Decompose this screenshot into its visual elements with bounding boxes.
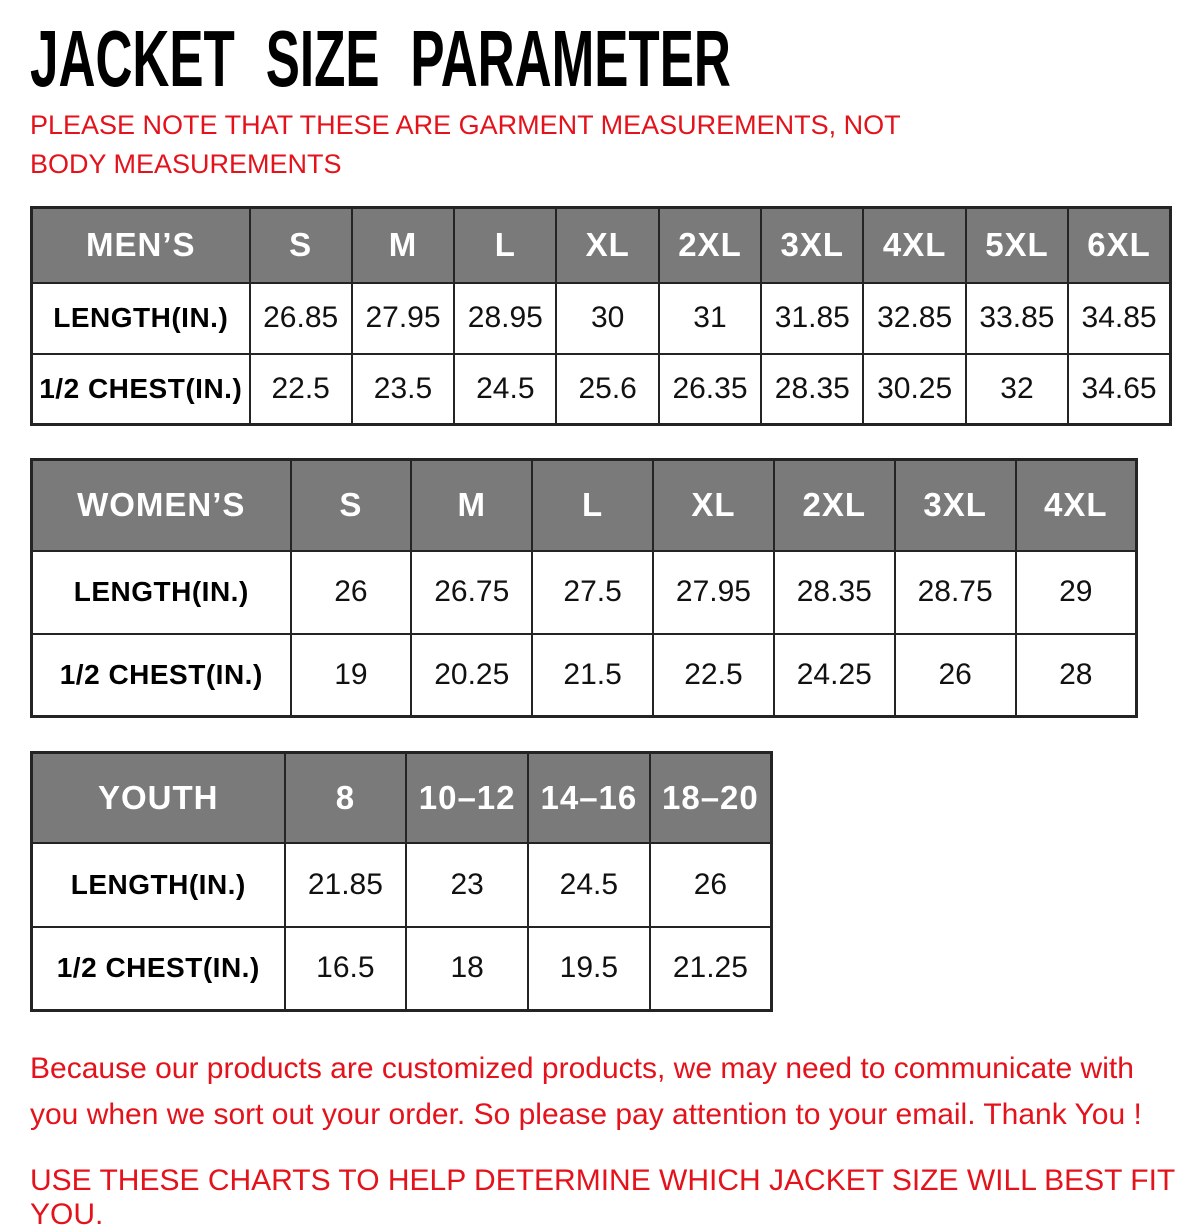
size-header-cell: 18–20	[650, 753, 772, 843]
womens-table-title-cell: WOMEN’S	[32, 460, 291, 551]
row-label-cell: 1/2 CHEST(IN.)	[32, 634, 291, 717]
page-title	[30, 14, 1180, 103]
size-header-cell: S	[291, 460, 412, 551]
size-header-cell: 6XL	[1068, 208, 1170, 283]
size-value-cell: 28.35	[774, 551, 895, 634]
chart-usage-note: USE THESE CHARTS TO HELP DETERMINE WHICH JACKET SIZE WILL BEST FIT YOU.	[30, 1164, 1175, 1231]
size-value-cell: 30	[556, 283, 658, 354]
size-value-cell: 26.85	[250, 283, 352, 354]
size-header-cell: 4XL	[1016, 460, 1137, 551]
size-value-cell: 27.95	[352, 283, 454, 354]
size-value-cell: 26	[895, 634, 1016, 717]
row-label-cell: LENGTH(IN.)	[32, 283, 250, 354]
row-label-cell: 1/2 CHEST(IN.)	[32, 354, 250, 425]
size-value-cell: 21.25	[650, 927, 772, 1011]
size-value-cell: 24.5	[454, 354, 556, 425]
size-value-cell: 19.5	[528, 927, 650, 1011]
size-value-cell: 27.5	[532, 551, 653, 634]
size-value-cell: 32	[966, 354, 1068, 425]
size-header-cell: 3XL	[895, 460, 1016, 551]
size-header-cell: M	[411, 460, 532, 551]
size-header-cell: 2XL	[774, 460, 895, 551]
size-value-cell: 22.5	[250, 354, 352, 425]
size-value-cell: 19	[291, 634, 412, 717]
row-label-cell: LENGTH(IN.)	[32, 551, 291, 634]
size-value-cell: 33.85	[966, 283, 1068, 354]
size-header-cell: L	[454, 208, 556, 283]
size-header-cell: S	[250, 208, 352, 283]
table-row	[32, 283, 1171, 354]
youth-size-table	[30, 751, 773, 1012]
table-row	[32, 843, 772, 927]
size-value-cell: 21.5	[532, 634, 653, 717]
womens-size-table	[30, 458, 1138, 718]
mens-table-title-cell: MEN’S	[32, 208, 250, 283]
size-value-cell: 26	[291, 551, 412, 634]
row-label-cell: 1/2 CHEST(IN.)	[32, 927, 285, 1011]
size-value-cell: 29	[1016, 551, 1137, 634]
size-header-cell: XL	[653, 460, 774, 551]
size-value-cell: 34.65	[1068, 354, 1170, 425]
page-title-text: JACKET SIZE PARAMETER	[30, 14, 731, 103]
table-row	[32, 354, 1171, 425]
size-value-cell: 23	[406, 843, 528, 927]
table-header-row	[32, 460, 1137, 551]
size-value-cell: 28.95	[454, 283, 556, 354]
size-value-cell: 26.35	[659, 354, 761, 425]
table-header-row	[32, 208, 1171, 283]
customization-notice: Because our products are customized products, we may need to communicate with you when we sort out your order. So please pay attention to your email. Thank You !	[30, 1052, 1142, 1131]
youth-table-title-cell: YOUTH	[32, 753, 285, 843]
table-row	[32, 551, 1137, 634]
size-header-cell: 14–16	[528, 753, 650, 843]
size-value-cell: 28.75	[895, 551, 1016, 634]
size-value-cell: 28.35	[761, 354, 863, 425]
size-value-cell: 31	[659, 283, 761, 354]
size-header-cell: L	[532, 460, 653, 551]
row-label-cell: LENGTH(IN.)	[32, 843, 285, 927]
size-value-cell: 20.25	[411, 634, 532, 717]
size-header-cell: M	[352, 208, 454, 283]
table-header-row	[32, 753, 772, 843]
size-value-cell: 26.75	[411, 551, 532, 634]
size-header-cell: 2XL	[659, 208, 761, 283]
size-value-cell: 22.5	[653, 634, 774, 717]
table-row	[32, 927, 772, 1011]
size-value-cell: 18	[406, 927, 528, 1011]
size-value-cell: 30.25	[863, 354, 965, 425]
table-row	[32, 634, 1137, 717]
size-value-cell: 34.85	[1068, 283, 1170, 354]
size-header-cell: 8	[285, 753, 407, 843]
size-header-cell: 5XL	[966, 208, 1068, 283]
size-value-cell: 24.5	[528, 843, 650, 927]
garment-measurement-note: PLEASE NOTE THAT THESE ARE GARMENT MEASUREMENTS, NOT BODY MEASUREMENTS	[30, 110, 901, 179]
size-value-cell: 27.95	[653, 551, 774, 634]
size-header-cell: 10–12	[406, 753, 528, 843]
size-value-cell: 32.85	[863, 283, 965, 354]
size-header-cell: 3XL	[761, 208, 863, 283]
size-header-cell: XL	[556, 208, 658, 283]
size-value-cell: 24.25	[774, 634, 895, 717]
size-value-cell: 26	[650, 843, 772, 927]
size-value-cell: 21.85	[285, 843, 407, 927]
size-value-cell: 25.6	[556, 354, 658, 425]
size-value-cell: 16.5	[285, 927, 407, 1011]
size-value-cell: 23.5	[352, 354, 454, 425]
size-value-cell: 28	[1016, 634, 1137, 717]
size-value-cell: 31.85	[761, 283, 863, 354]
mens-size-table	[30, 206, 1172, 426]
size-header-cell: 4XL	[863, 208, 965, 283]
